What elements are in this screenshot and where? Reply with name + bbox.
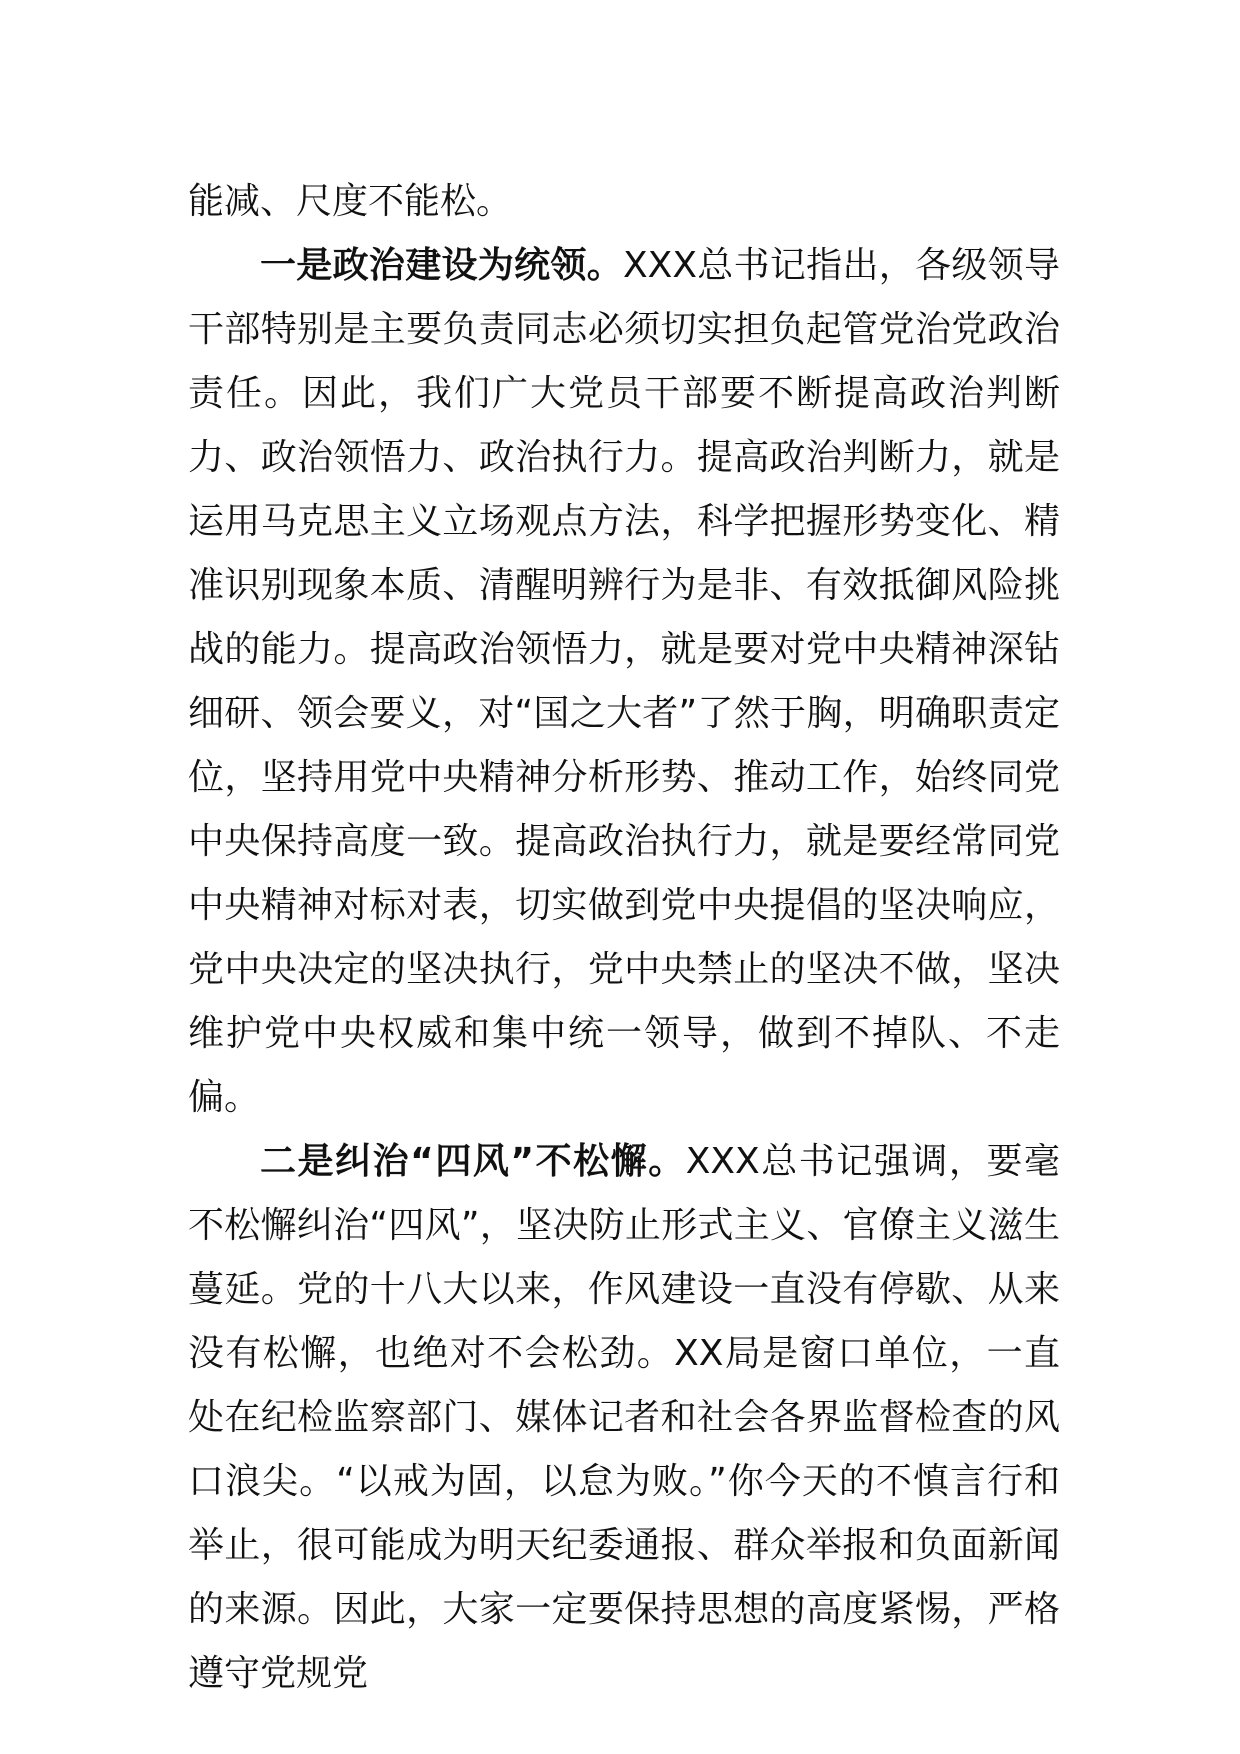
paragraph-political-building	[188, 234, 1060, 1130]
paragraph-body: 能减、尺度不能松。	[188, 181, 513, 222]
paragraph-body: XXX总书记指出，各级领导干部特别是主要负责同志必须切实担负起管党治党政治责任。因此，我们广大党员干部要不断提高政治判断力、政治领悟力、政治执行力。提高政治判断力，就是运用马克思主义立场观点方法，科学把握形势变化、精准识别现象本质、清醒明辨行为是非、有效抵御风险挑战的能力。提高政治领悟力，就是要对党中央精神深钻细研、领会要义，对“国之大者”了然于胸，明确职责定位，坚持用党中央精神分析形势、推动工作，始终同党中央保持高度一致。提高政治执行力，就是要经常同党中央精神对标对表，切实做到党中央提倡的坚决响应，党中央决定的坚决执行，党中央禁止的坚决不做，坚决维护党中央权威和集中统一领导，做到不掉队、不走偏。	[188, 245, 1060, 1118]
paragraph-four-winds	[188, 1130, 1060, 1706]
paragraph-lead-heading: 二是纠治“四风”不松懈。	[260, 1141, 686, 1182]
document-body	[188, 170, 1060, 1706]
paragraph-lead-heading: 一是政治建设为统领。	[260, 245, 623, 286]
paragraph-continuation	[188, 170, 1060, 234]
paragraph-body: XXX总书记强调，要毫不松懈纠治“四风”，坚决防止形式主义、官僚主义滋生蔓延。党的十八大以来，作风建设一直没有停歇、从来没有松懈，也绝对不会松劲。XX局是窗口单位，一直处在纪检监察部门、媒体记者和社会各界监督检查的风口浪尖。“以戒为固，以怠为败。”你今天的不慎言行和举止，很可能成为明天纪委通报、群众举报和负面新闻的来源。因此，大家一定要保持思想的高度紧惕，严格遵守党规党	[188, 1141, 1060, 1694]
